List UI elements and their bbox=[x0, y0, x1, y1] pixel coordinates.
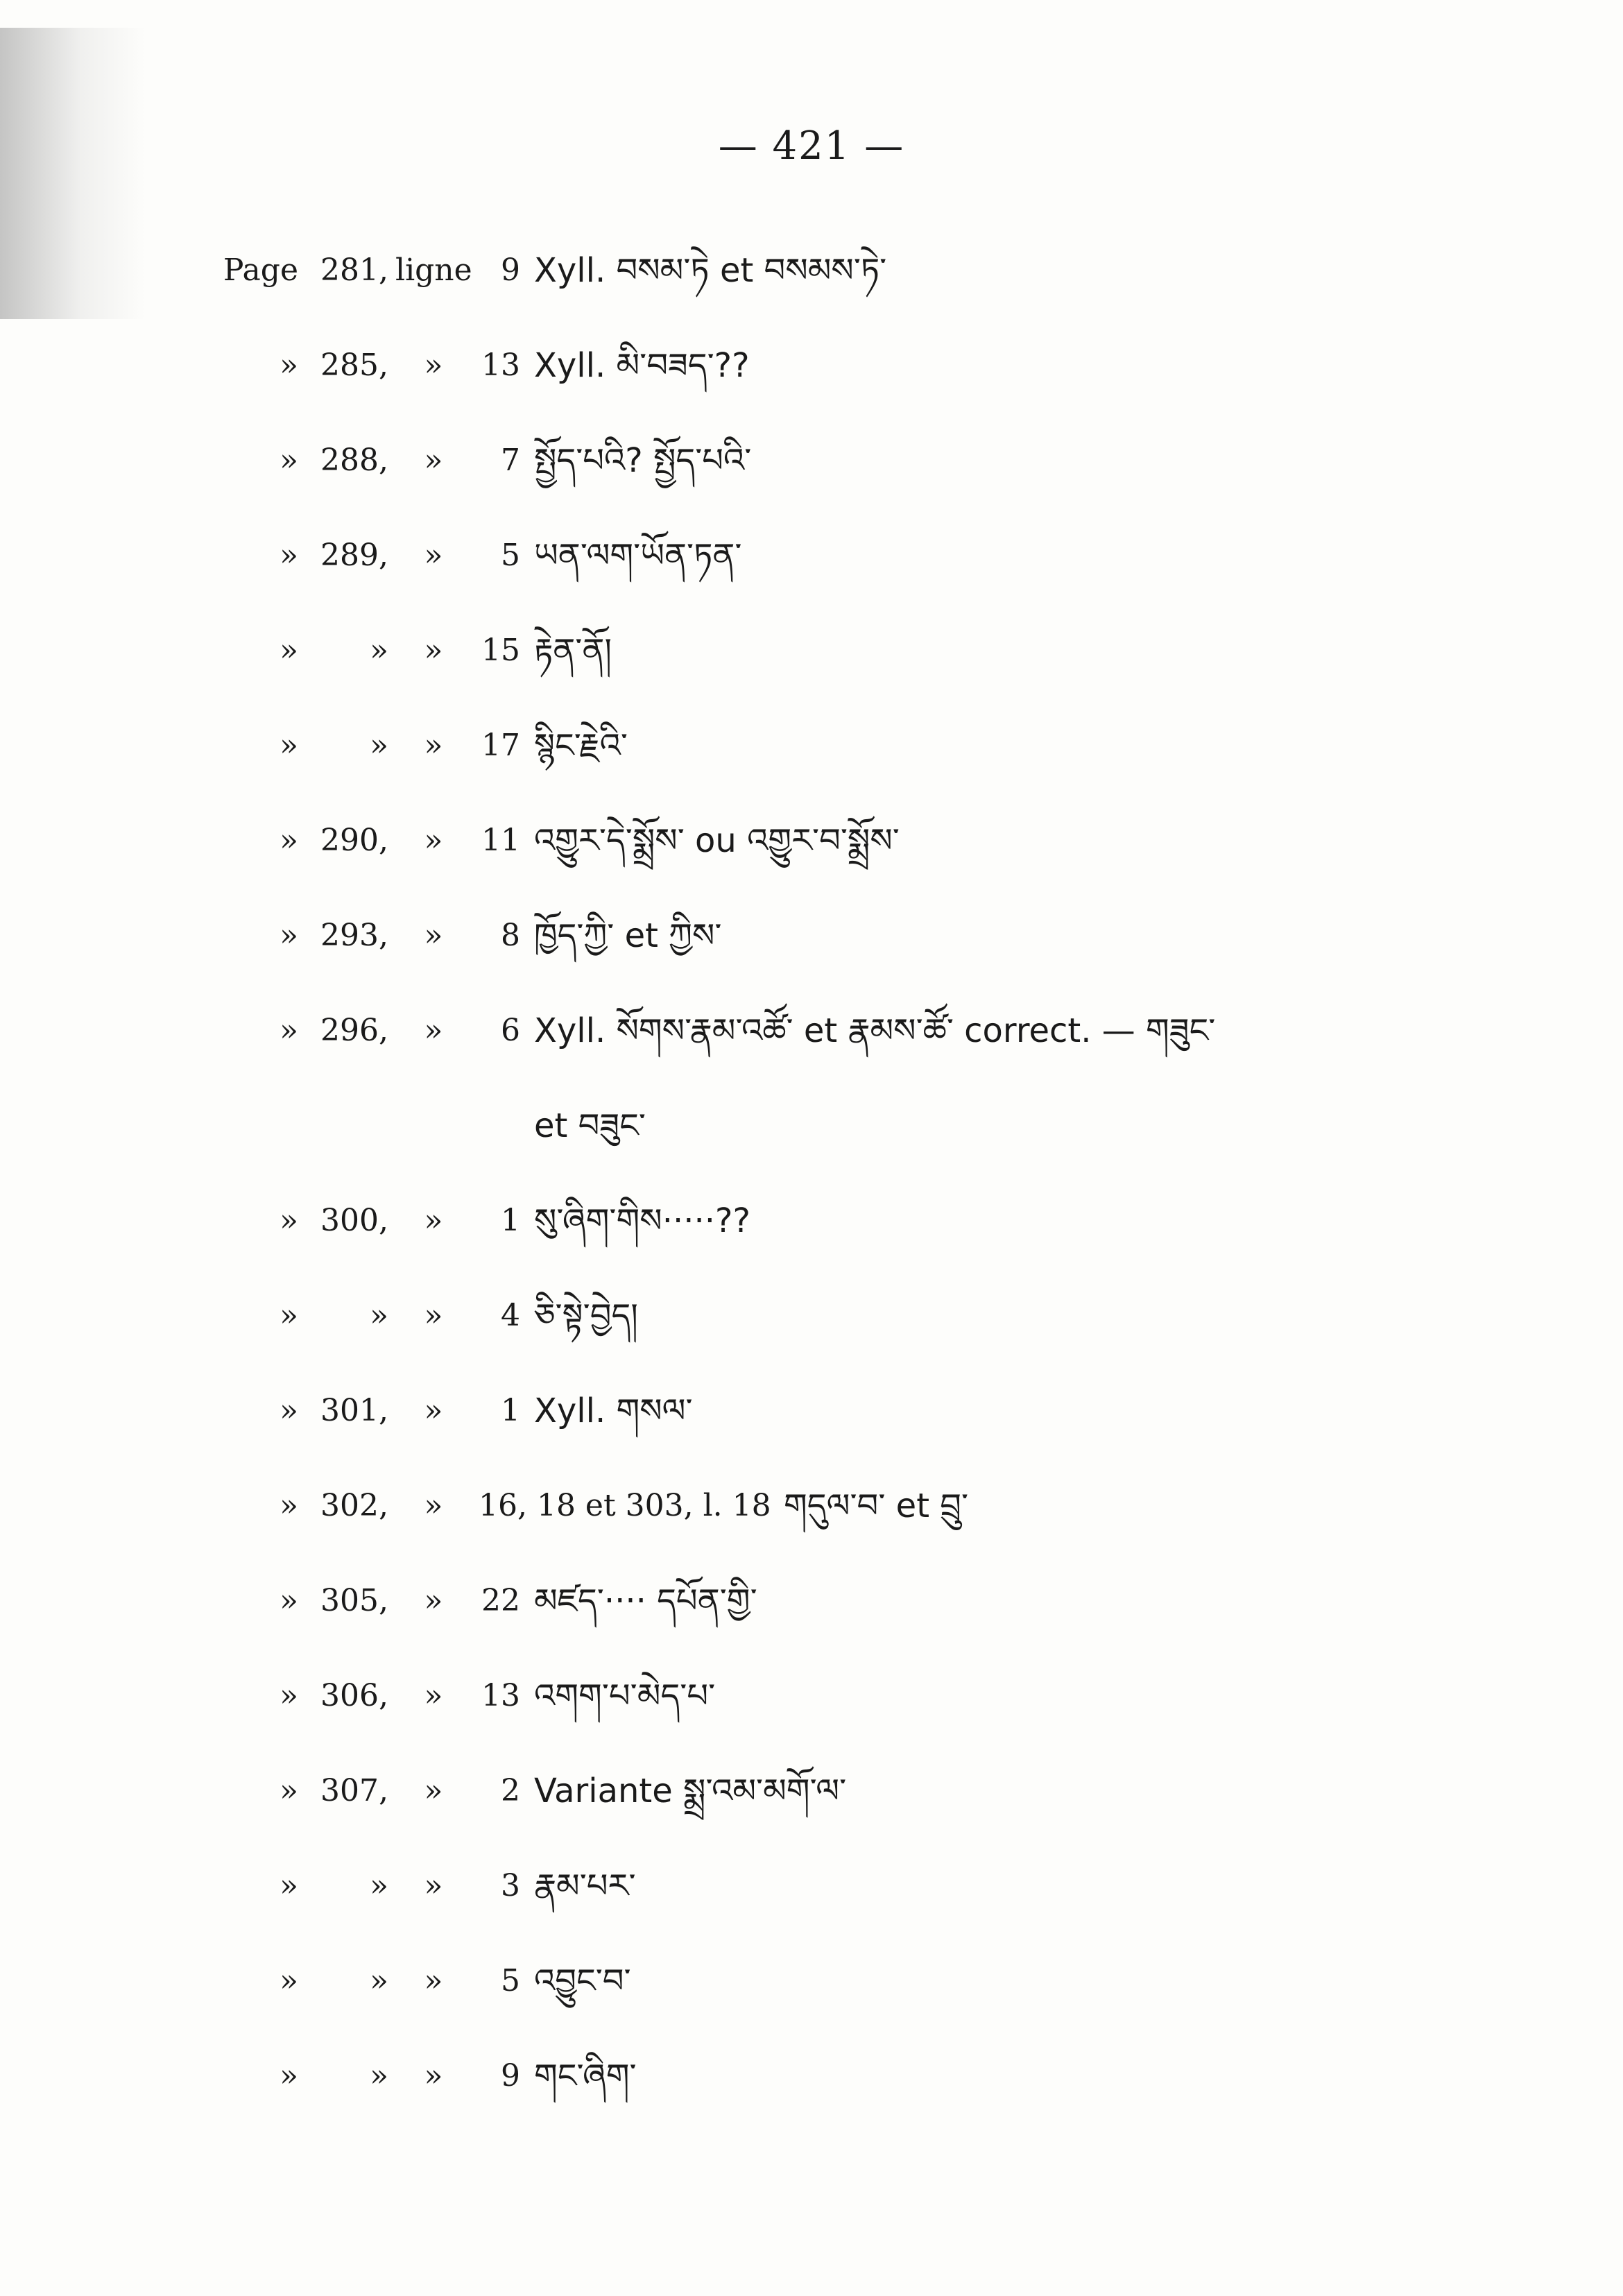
page-ref: 306, bbox=[320, 1678, 388, 1713]
errata-row bbox=[0, 1668, 1623, 1763]
page-number: — 421 — bbox=[718, 123, 905, 169]
line-label: » bbox=[424, 1013, 443, 1048]
line-ref: 13 bbox=[481, 1678, 520, 1713]
page-label: » bbox=[280, 2058, 298, 2093]
page-label: » bbox=[280, 1963, 298, 1998]
correction-text: སུ་ཞིག་གིས·····?? bbox=[534, 1201, 750, 1240]
page-ref: 301, bbox=[320, 1393, 388, 1428]
correction-text: et བཟུང་ bbox=[534, 1106, 646, 1145]
page-label: » bbox=[280, 1583, 298, 1618]
page-ref: 296, bbox=[320, 1013, 388, 1048]
page-ref: » bbox=[370, 1963, 388, 1998]
line-label: » bbox=[424, 348, 443, 383]
correction-text: ཁྱོད་ཀྱི་ et ཀྱིས་ bbox=[534, 916, 722, 955]
errata-row bbox=[0, 813, 1623, 908]
page-ref: » bbox=[370, 633, 388, 668]
page-ref: 300, bbox=[320, 1203, 388, 1238]
page-ref: » bbox=[370, 1298, 388, 1333]
errata-row bbox=[0, 1383, 1623, 1478]
line-ref: 22 bbox=[481, 1583, 520, 1618]
line-ref: 13 bbox=[481, 348, 520, 383]
page-label: » bbox=[280, 1678, 298, 1713]
page-ref: » bbox=[370, 2058, 388, 2093]
correction-text: གདུལ་བ་ et བྲུ་ bbox=[784, 1487, 969, 1525]
line-ref: 16, 18 et 303, l. 18 bbox=[479, 1488, 771, 1523]
line-label: ligne bbox=[395, 252, 472, 288]
correction-text: Variante སྨྲ་འམ་མགོ་ལ་ bbox=[534, 1772, 847, 1810]
page-label: » bbox=[280, 1013, 298, 1048]
page-label: » bbox=[280, 728, 298, 763]
errata-row bbox=[0, 1858, 1623, 1953]
errata-row bbox=[0, 338, 1623, 433]
page-label: » bbox=[280, 1488, 298, 1523]
line-ref: 3 bbox=[501, 1868, 520, 1903]
line-label: » bbox=[424, 918, 443, 953]
line-ref: 17 bbox=[481, 728, 520, 763]
line-ref: 1 bbox=[501, 1393, 520, 1428]
errata-row bbox=[0, 1098, 1623, 1193]
page-label: » bbox=[280, 633, 298, 668]
line-label: » bbox=[424, 2058, 443, 2093]
page-label: » bbox=[280, 823, 298, 858]
line-ref: 8 bbox=[501, 918, 520, 953]
page-label: » bbox=[280, 1203, 298, 1238]
line-label: » bbox=[424, 1583, 443, 1618]
correction-text: Xyll. མི་བཟད་?? bbox=[534, 346, 750, 385]
line-ref: 1 bbox=[501, 1203, 520, 1238]
errata-row bbox=[0, 528, 1623, 623]
page-ref: 289, bbox=[320, 538, 388, 573]
errata-row bbox=[0, 1288, 1623, 1383]
line-ref: 7 bbox=[501, 443, 520, 478]
line-label: » bbox=[424, 1298, 443, 1333]
errata-list bbox=[0, 243, 1623, 2143]
correction-text: Xyll. བསམ་ཏེ et བསམས་ཏེ་ bbox=[534, 251, 887, 290]
line-ref: 2 bbox=[501, 1773, 520, 1808]
errata-row bbox=[0, 1003, 1623, 1098]
page-ref: 302, bbox=[320, 1488, 388, 1523]
line-label: » bbox=[424, 1773, 443, 1808]
page-ref: 290, bbox=[320, 823, 388, 858]
correction-text: འགྱུར་དེ་སྨྲོས་ ou འགྱུར་བ་སྨྲོས་ bbox=[534, 821, 900, 860]
correction-text: མཛད་···· དཔོན་གྱི་ bbox=[534, 1582, 757, 1620]
page-ref: 293, bbox=[320, 918, 388, 953]
correction-text: སྙིང་རྗེའི་ bbox=[534, 726, 628, 765]
page-label: » bbox=[280, 1773, 298, 1808]
line-label: » bbox=[424, 1393, 443, 1428]
page-label: » bbox=[280, 918, 298, 953]
errata-row bbox=[0, 718, 1623, 813]
line-ref: 15 bbox=[481, 633, 520, 668]
page-label: » bbox=[280, 1868, 298, 1903]
page-ref: » bbox=[370, 1868, 388, 1903]
errata-row bbox=[0, 433, 1623, 528]
line-label: » bbox=[424, 1868, 443, 1903]
line-label: » bbox=[424, 443, 443, 478]
page-ref: 307, bbox=[320, 1773, 388, 1808]
page-label: » bbox=[280, 538, 298, 573]
line-ref: 4 bbox=[501, 1298, 520, 1333]
page-ref: » bbox=[370, 728, 388, 763]
line-label: » bbox=[424, 1488, 443, 1523]
line-label: » bbox=[424, 728, 443, 763]
page-ref: 285, bbox=[320, 348, 388, 383]
page-label: Page bbox=[223, 252, 298, 288]
errata-row bbox=[0, 1193, 1623, 1288]
errata-row bbox=[0, 1478, 1623, 1573]
errata-row bbox=[0, 908, 1623, 1003]
errata-row bbox=[0, 2048, 1623, 2143]
page-label: » bbox=[280, 443, 298, 478]
line-label: » bbox=[424, 1678, 443, 1713]
correction-text: རྟེན་ནོ། bbox=[534, 631, 612, 670]
page-ref: 305, bbox=[320, 1583, 388, 1618]
line-label: » bbox=[424, 823, 443, 858]
line-label: » bbox=[424, 1963, 443, 1998]
errata-row bbox=[0, 1763, 1623, 1858]
correction-text: Xyll. སོགས་རྣམ་འཚོ་ et རྣམས་ཚོ་ correct. — གཟུང་ bbox=[534, 1011, 1216, 1050]
line-label: » bbox=[424, 538, 443, 573]
correction-text: ཡན་ལག་ཡོན་ཏན་ bbox=[534, 536, 742, 575]
correction-text: ཅི་སྟེ་བྱེད། bbox=[534, 1296, 638, 1335]
page-label: » bbox=[280, 348, 298, 383]
correction-text: རྣམ་པར་ bbox=[534, 1867, 636, 1905]
line-label: » bbox=[424, 1203, 443, 1238]
correction-text: གང་ཞིག་ bbox=[534, 2057, 637, 2096]
page-ref: 288, bbox=[320, 443, 388, 478]
line-ref: 9 bbox=[501, 2058, 520, 2093]
errata-row bbox=[0, 623, 1623, 718]
correction-text: Xyll. གསལ་ bbox=[534, 1391, 693, 1430]
line-ref: 5 bbox=[501, 1963, 520, 1998]
line-ref: 11 bbox=[481, 823, 520, 858]
page-label: » bbox=[280, 1298, 298, 1333]
line-label: » bbox=[424, 633, 443, 668]
line-ref: 6 bbox=[501, 1013, 520, 1048]
page-ref: 281, bbox=[320, 252, 388, 288]
line-ref: 5 bbox=[501, 538, 520, 573]
errata-row bbox=[0, 1573, 1623, 1668]
line-ref: 9 bbox=[501, 252, 520, 288]
page-label: » bbox=[280, 1393, 298, 1428]
errata-row bbox=[0, 243, 1623, 338]
correction-text: འབྱུང་བ་ bbox=[534, 1962, 631, 2001]
correction-text: སྤྱོད་པའི? སྤྱོད་པའི་ bbox=[534, 441, 752, 480]
correction-text: འགག་པ་མེད་པ་ bbox=[534, 1677, 716, 1715]
errata-row bbox=[0, 1953, 1623, 2048]
